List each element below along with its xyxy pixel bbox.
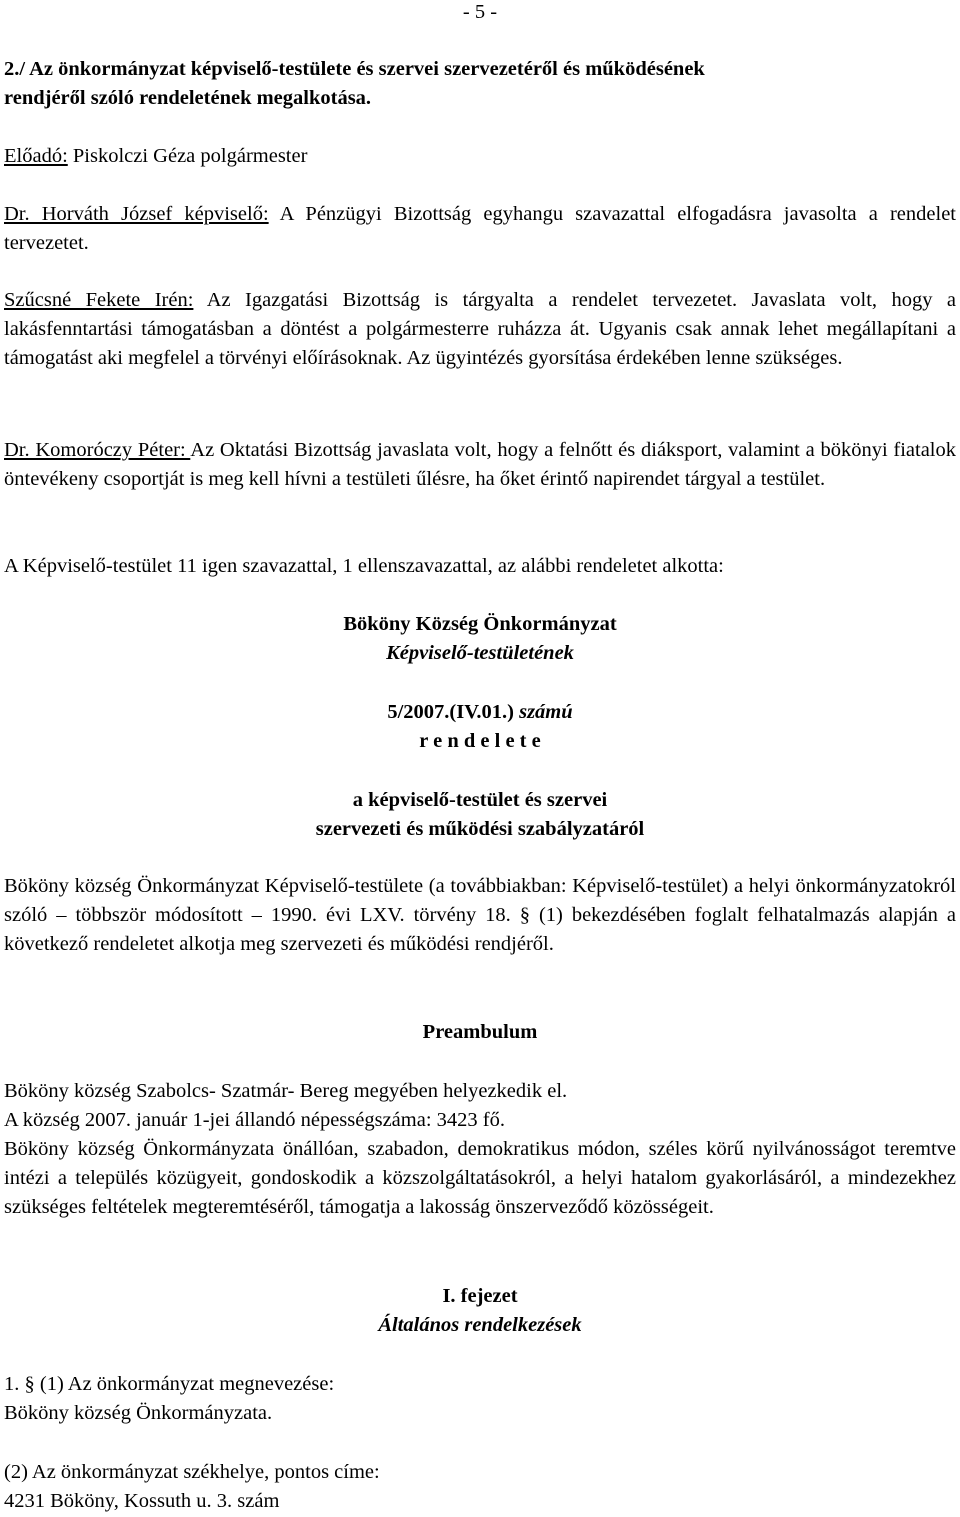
preamble-paragraph: Bököny község Önkormányzata önállóan, szabadon, demokratikus módon, széles körű nyilvánosságot teremtve intézi a település közügyeit, gondoskodik a közszolgáltatásokról, a helyi hatalom gyakorlásáról, a mindezekhez szükséges feltételek megteremtéséről, támogatja a lakosság önszerveződő közösségeit. <box>4 1138 956 1218</box>
chapter-subheading: Általános rendelkezések <box>378 1314 582 1336</box>
agenda-item-title <box>4 55 956 113</box>
speaker-komoroczy: Dr. Komoróczy Péter: <box>4 439 191 461</box>
chapter-heading: I. fejezet <box>442 1285 518 1307</box>
decree-number: 5/2007.(IV.01.) <box>387 701 514 723</box>
speech-szucsne <box>4 286 956 373</box>
decree-subject-line2: szervezeti és működési szabályzatáról <box>315 818 645 840</box>
decree-intro: Bököny község Önkormányzat Képviselő-testülete (a továbbiakban: Képviselő-testület) a helyi önkormányzatokról szóló – többször módosított – 1990. évi LXV. törvény 18. § (1) bekezdésében foglalt felhatalmazás alapján a következő rendeletet alkotja meg szervezeti és működési rendjéről. <box>4 875 956 955</box>
preamble-line2: A község 2007. január 1-jei állandó népességszáma: 3423 fő. <box>4 1109 505 1131</box>
page-number: - 5 - <box>462 1 498 23</box>
decree-number-suffix: számú <box>513 701 573 723</box>
vote-result: A Képviselő-testület 11 igen szavazattal, 1 ellenszavazattal, az alábbi rendeletet alkotta: <box>4 555 724 577</box>
speaker-horvath: Dr. Horváth József képviselő: <box>4 203 269 225</box>
speech-horvath-text: A Pénzügyi Bizottság egyhangu szavazattal elfogadásra javasolta a rendelet tervezetet. <box>4 203 956 254</box>
decree-number-block <box>0 698 960 756</box>
presenter-line <box>4 142 956 171</box>
presenter-text: Piskolczi Géza polgármester <box>67 145 308 167</box>
preamble-lines <box>4 1077 956 1135</box>
decree-authority: Bököny Község Önkormányzat <box>343 613 617 635</box>
presenter-label: Előadó: <box>4 145 68 167</box>
speech-komoroczy <box>4 436 956 494</box>
decree-type: r e n d e l e t e <box>419 730 541 752</box>
agenda-title-line1: 2./ Az önkormányzat képviselő-testülete és szervei szervezetéről és működésének <box>4 58 705 80</box>
section1-line4: 4231 Bököny, Kossuth u. 3. szám <box>4 1490 280 1512</box>
section1-line1: 1. § (1) Az önkormányzat megnevezése: <box>4 1373 335 1395</box>
speech-komoroczy-text: Az Oktatási Bizottság javaslata volt, hogy a felnőtt és diáksport, valamint a bökönyi fiatalok öntevékeny csoportját is meg kell hívni a testületi űlésre, ha őket érintő napirendet tárgyal a testület. <box>4 439 956 490</box>
section1-line3: (2) Az önkormányzat székhelye, pontos címe: <box>4 1461 380 1483</box>
decree-header <box>0 610 960 668</box>
decree-number-line <box>0 698 960 727</box>
preamble-line1: Bököny község Szabolcs- Szatmár- Bereg megyében helyezkedik el. <box>4 1080 568 1102</box>
decree-subject <box>0 786 960 844</box>
decree-subject-line1: a képviselő-testület és szervei <box>352 789 608 811</box>
agenda-title-line2: rendjéről szóló rendeletének megalkotása. <box>4 87 372 109</box>
chapter-heading-block <box>0 1282 960 1340</box>
section-1-name <box>4 1370 956 1428</box>
preamble-heading: Preambulum <box>422 1021 538 1043</box>
decree-authority-body: Képviselő-testületének <box>386 642 574 664</box>
speaker-szucsne: Szűcsné Fekete Irén: <box>4 289 194 311</box>
speech-horvath <box>4 200 956 258</box>
section1-line2: Bököny község Önkormányzata. <box>4 1402 273 1424</box>
section-1-seat <box>4 1458 956 1516</box>
speech-szucsne-text: Az Igazgatási Bizottság is tárgyalta a rendelet tervezetet. Javaslata volt, hogy a lakásfenntartási támogatásban a döntést a polgármesterre ruházza át. Ugyanis csak annak lehet megállapítani a támogatást aki megfelel a törvényi előírásoknak. Az ügyintézés gyorsítása érdekében lenne szükséges. <box>4 289 956 369</box>
